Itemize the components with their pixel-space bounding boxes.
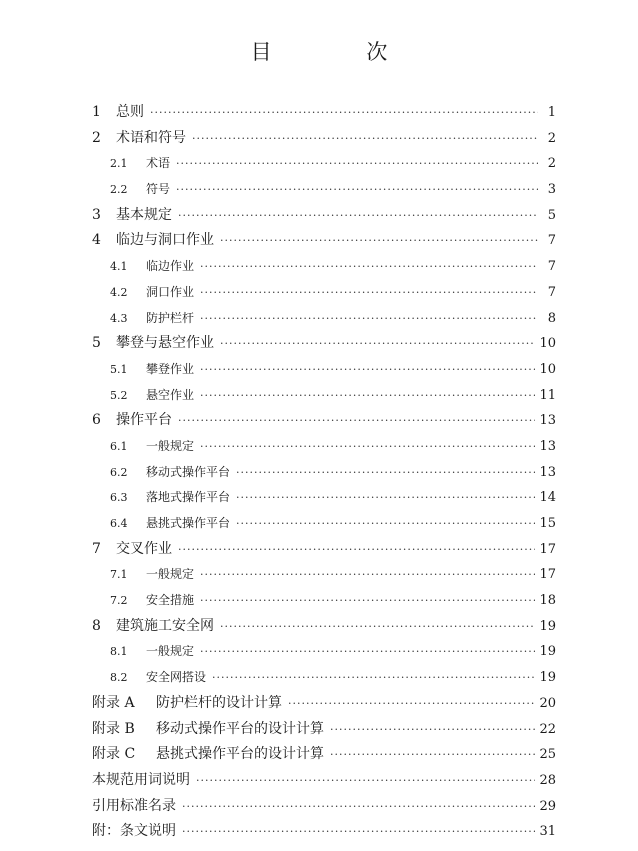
toc-entry-label: 一般规定: [146, 567, 195, 582]
toc-entry-number: 2: [92, 129, 101, 146]
toc-entry[interactable]: [92, 254, 556, 280]
toc-entry[interactable]: [92, 177, 556, 203]
toc-entry-label: 一般规定: [146, 644, 195, 659]
toc-entry-label: 洞口作业: [146, 284, 195, 299]
dot-leader: [220, 614, 535, 640]
toc-entry[interactable]: [92, 306, 556, 332]
toc-entry-page: 19: [539, 670, 556, 686]
dot-leader: [236, 511, 535, 537]
toc-entry[interactable]: [92, 768, 556, 794]
toc-entry[interactable]: [92, 588, 556, 614]
toc-entry-label: 悬空作业: [146, 387, 195, 402]
toc-entry-label: 建筑施工安全网: [116, 617, 214, 634]
toc-entry-label: 术语和符号: [116, 129, 186, 146]
toc-entry[interactable]: [92, 665, 556, 691]
toc-entry[interactable]: [92, 819, 556, 845]
toc-entry-number: 附录 A: [92, 694, 135, 711]
toc-entry[interactable]: [92, 100, 556, 126]
toc-entry-label: 基本规定: [116, 206, 172, 223]
toc-entry-label: 引用标准名录: [92, 797, 176, 814]
toc-entry-page: 11: [539, 387, 556, 403]
toc-entry-number: 2.2: [110, 183, 128, 197]
toc-entry-label: 本规范用词说明: [92, 771, 190, 788]
toc-entry-label: 一般规定: [146, 438, 195, 453]
toc-entry-page: 25: [539, 747, 556, 763]
dot-leader: [200, 562, 535, 588]
toc-entry-page: 19: [539, 644, 556, 660]
toc-entry[interactable]: [92, 434, 556, 460]
toc-entry[interactable]: [92, 331, 556, 357]
toc-entry-number: 7.2: [110, 594, 128, 608]
toc-entry-label: 移动式操作平台的设计计算: [156, 720, 324, 737]
dot-leader: [182, 794, 535, 820]
toc-entry[interactable]: [92, 537, 556, 563]
toc-entry[interactable]: [92, 280, 556, 306]
dot-leader: [176, 177, 538, 203]
toc-entry-number: 8.2: [110, 671, 128, 685]
toc-entry-label: 交叉作业: [116, 540, 172, 557]
dot-leader: [182, 819, 535, 845]
toc-entry-number: 7: [92, 540, 101, 557]
toc-entry[interactable]: [92, 228, 556, 254]
toc-entry[interactable]: [92, 691, 556, 717]
toc-entry-number: 8.1: [110, 645, 128, 659]
toc-entry-page: 2: [547, 130, 556, 146]
page-title: 目 次: [250, 40, 432, 64]
toc-entry-page: 1: [547, 105, 556, 120]
toc-entry[interactable]: [92, 717, 556, 743]
dot-leader: [236, 460, 535, 486]
toc-entry-page: 10: [539, 336, 556, 352]
dot-leader: [200, 280, 538, 306]
toc-entry-page: 13: [539, 464, 556, 480]
toc-entry-page: 13: [539, 413, 556, 429]
toc-entry-number: 7.1: [110, 568, 128, 582]
toc-entry-label: 临边作业: [146, 259, 195, 274]
dot-leader: [288, 691, 535, 717]
dot-leader: [212, 665, 535, 691]
toc-entry-label: 防护栏杆的设计计算: [156, 694, 282, 711]
dot-leader: [200, 254, 538, 280]
dot-leader: [330, 742, 535, 768]
toc-entry-page: 7: [547, 233, 556, 249]
toc-entry-page: 19: [539, 618, 556, 634]
toc-entry-label: 安全网搭设: [146, 670, 207, 685]
toc-entry-number: 5: [92, 335, 101, 352]
toc-entry-label: 安全措施: [146, 593, 195, 608]
dot-leader: [178, 537, 535, 563]
toc-entry-page: 15: [539, 516, 556, 531]
toc-entry-number: 6.3: [110, 491, 128, 505]
toc-entry-page: 18: [539, 593, 556, 609]
toc-entry-page: 28: [539, 772, 556, 788]
toc-entry-label: 悬挑式操作平台的设计计算: [156, 746, 324, 763]
toc-entry-page: 20: [539, 695, 556, 711]
toc-entry-page: 29: [539, 798, 556, 814]
table-of-contents: [92, 100, 556, 845]
toc-entry[interactable]: [92, 562, 556, 588]
toc-entry[interactable]: [92, 485, 556, 511]
toc-entry-label: 落地式操作平台: [146, 490, 231, 505]
dot-leader: [200, 639, 535, 665]
toc-entry[interactable]: [92, 203, 556, 229]
dot-leader: [200, 588, 535, 614]
dot-leader: [200, 357, 535, 383]
toc-entry-number: 附录 B: [92, 720, 135, 737]
toc-entry-number: 3: [92, 206, 101, 223]
toc-entry-number: 5.2: [110, 388, 128, 402]
dot-leader: [176, 151, 538, 177]
toc-entry-label: 临边与洞口作业: [116, 232, 214, 249]
toc-entry-page: 3: [547, 182, 556, 198]
dot-leader: [330, 717, 535, 743]
dot-leader: [192, 126, 538, 152]
toc-entry-page: 8: [547, 310, 556, 326]
toc-entry[interactable]: [92, 460, 556, 486]
toc-entry-number: 6.4: [110, 517, 128, 530]
toc-entry-number: 4.2: [110, 285, 128, 299]
toc-entry[interactable]: [92, 511, 556, 537]
toc-entry-number: 8: [92, 617, 101, 634]
toc-entry-label: 攀登作业: [146, 361, 195, 376]
toc-entry[interactable]: [92, 126, 556, 152]
toc-entry-page: 22: [539, 721, 556, 737]
toc-entry-page: 7: [547, 259, 556, 275]
toc-entry-label: 防护栏杆: [146, 310, 195, 325]
toc-entry-page: 17: [539, 567, 556, 583]
toc-entry-page: 7: [547, 284, 556, 300]
toc-entry[interactable]: [92, 614, 556, 640]
toc-entry-label: 悬挑式操作平台: [146, 516, 231, 530]
toc-entry-label: 移动式操作平台: [146, 464, 231, 479]
toc-entry-label: 操作平台: [116, 412, 172, 429]
toc-entry[interactable]: [92, 794, 556, 820]
toc-entry-number: 1: [92, 104, 101, 120]
toc-entry-number: 2.1: [110, 157, 128, 171]
toc-entry-page: 13: [539, 438, 556, 454]
toc-entry-page: 14: [539, 490, 556, 506]
dot-leader: [220, 331, 535, 357]
dot-leader: [178, 203, 538, 229]
toc-entry-page: 31: [539, 824, 556, 840]
toc-entry-number: 4.1: [110, 260, 128, 274]
toc-entry-number: 4: [92, 232, 101, 249]
toc-entry[interactable]: [92, 151, 556, 177]
toc-entry-label: 总则: [116, 104, 144, 120]
toc-entry-number: 4.3: [110, 311, 128, 325]
toc-entry-number: 6.1: [110, 439, 128, 453]
toc-entry-label: 术语: [146, 156, 171, 171]
dot-leader: [220, 228, 538, 254]
toc-entry-number: 6.2: [110, 465, 128, 479]
toc-entry-label: 附：条文说明: [92, 823, 176, 840]
dot-leader: [200, 383, 535, 409]
dot-leader: [200, 306, 538, 332]
toc-entry[interactable]: [92, 357, 556, 383]
dot-leader: [236, 485, 535, 511]
toc-entry[interactable]: [92, 639, 556, 665]
toc-entry-page: 2: [547, 156, 556, 172]
toc-entry-number: 5.1: [110, 362, 128, 376]
dot-leader: [178, 408, 535, 434]
dot-leader: [150, 100, 538, 126]
toc-entry[interactable]: [92, 408, 556, 434]
toc-entry-label: 攀登与悬空作业: [116, 335, 214, 352]
toc-entry-number: 6: [92, 412, 101, 429]
toc-entry[interactable]: [92, 383, 556, 409]
toc-entry-page: 5: [547, 207, 556, 223]
dot-leader: [200, 434, 535, 460]
toc-entry-page: 10: [539, 361, 556, 377]
toc-entry-number: 附录 C: [92, 746, 136, 763]
toc-entry-page: 17: [539, 541, 556, 557]
dot-leader: [196, 768, 535, 794]
toc-entry-label: 符号: [146, 182, 171, 197]
toc-entry[interactable]: [92, 742, 556, 768]
